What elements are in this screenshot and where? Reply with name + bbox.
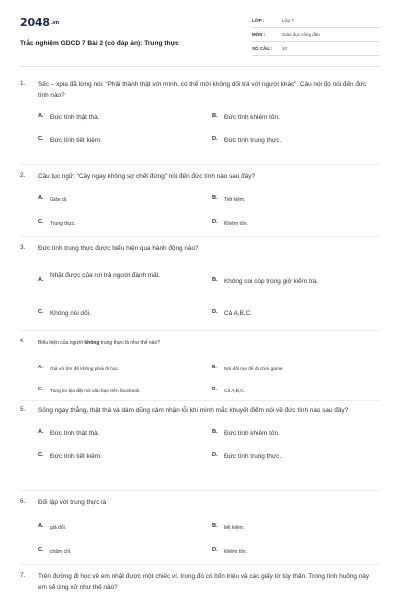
- option-d[interactable]: [212, 219, 248, 229]
- option-c[interactable]: [38, 136, 102, 146]
- option-a[interactable]: [38, 429, 99, 439]
- option-letter: C.: [38, 546, 44, 553]
- option-text: Trung thực.: [50, 220, 76, 227]
- meta-row-count: [252, 42, 380, 56]
- option-letter: D.: [212, 451, 218, 458]
- option-d[interactable]: [212, 309, 252, 319]
- option-letter: D.: [212, 546, 218, 553]
- option-letter: A.: [38, 522, 44, 529]
- option-letter: A.: [38, 364, 43, 370]
- question-number: 5.: [20, 406, 26, 413]
- option-text: Nhặt được của rơi trả người đánh mất.: [50, 271, 161, 279]
- option-text: Cả A,B,C.: [224, 388, 246, 394]
- question-text: Câu tục ngữ: “Cây ngay không sợ chết đứng” nói đến đức tính nào sau đây?: [38, 173, 256, 180]
- question-separator: [20, 330, 380, 331]
- option-letter: D.: [212, 308, 218, 315]
- option-b[interactable]: [212, 113, 280, 123]
- option-b[interactable]: [212, 523, 244, 533]
- question-text: Sống ngay thẳng, thật thà và dám dũng cảm nhận lỗi khi mình mắc khuyết điểm nói về đức tính nào sau đây?: [38, 407, 349, 414]
- question-separator: [20, 490, 380, 491]
- logo-suffix: .vn: [50, 20, 59, 26]
- option-text: Không nói dối.: [50, 309, 91, 317]
- option-text: Đức tính khiêm tốn.: [224, 114, 280, 121]
- option-letter: A.: [38, 194, 44, 201]
- option-a[interactable]: [38, 195, 67, 205]
- option-a[interactable]: [38, 113, 99, 123]
- question-number: 3.: [20, 244, 26, 251]
- question-number: 2.: [20, 172, 26, 179]
- option-text: Cả A,B,C.: [224, 309, 253, 317]
- question-text: [38, 338, 378, 349]
- option-text: Tung tin bịa đặt nói xấu bạn trên facebook.: [50, 388, 141, 394]
- option-letter: D.: [212, 136, 218, 142]
- meta-value: 10: [282, 46, 288, 51]
- option-letter: B.: [212, 522, 218, 529]
- option-text: chăm chỉ.: [50, 548, 72, 555]
- question-7: [20, 572, 380, 593]
- meta-key: LỚP :: [252, 18, 265, 23]
- question-separator: [20, 236, 380, 237]
- option-text: Đức tính thật thà.: [50, 429, 100, 437]
- logo-text: 2048: [20, 16, 50, 29]
- option-letter: B.: [212, 428, 218, 435]
- question-text: Đối lập với trung thực là: [38, 499, 107, 506]
- question-number: 7.: [20, 572, 26, 579]
- question-separator: [20, 564, 380, 565]
- option-b[interactable]: [212, 429, 280, 439]
- question-3: [20, 244, 380, 325]
- option-letter: A.: [38, 113, 44, 119]
- header-divider: [20, 66, 380, 67]
- option-text: Nói dối mẹ để đi chơi game.: [224, 366, 284, 372]
- option-b[interactable]: [212, 365, 284, 375]
- question-text-emphasis: không: [84, 340, 100, 346]
- option-a[interactable]: [38, 271, 188, 283]
- question-1: [20, 80, 380, 151]
- question-text: Đức tính trung thực được biểu hiện qua hành động nào?: [38, 245, 199, 252]
- option-b[interactable]: [212, 195, 245, 205]
- option-letter: C.: [38, 386, 43, 392]
- question-text-part: Biểu hiện của người: [38, 340, 85, 346]
- option-d[interactable]: [212, 136, 281, 146]
- meta-row-grade: [252, 14, 380, 28]
- option-letter: A.: [38, 428, 44, 435]
- option-letter: B.: [212, 364, 217, 370]
- option-c[interactable]: [38, 387, 141, 397]
- option-letter: C.: [38, 308, 44, 315]
- option-letter: D.: [212, 218, 218, 225]
- question-separator: [20, 400, 380, 401]
- question-2: [20, 172, 380, 233]
- option-text: tiết kiệm.: [224, 524, 245, 531]
- page-title: Trắc nghiệm GDCD 7 Bài 2 (có đáp án): Trung thực: [20, 40, 180, 47]
- question-text-part: trung thực là như thế nào?: [99, 340, 161, 346]
- meta-value: Giáo dục công dân: [282, 32, 320, 37]
- option-letter: C.: [38, 218, 44, 225]
- option-b[interactable]: [212, 277, 318, 287]
- option-letter: C.: [38, 451, 44, 458]
- meta-key: SỐ CÂU :: [252, 46, 273, 51]
- option-d[interactable]: [212, 452, 281, 462]
- option-letter: C.: [38, 136, 44, 142]
- option-text: Đức tính trung thực.: [224, 452, 282, 460]
- question-separator: [20, 164, 380, 165]
- option-d[interactable]: [212, 547, 247, 557]
- option-text: Khiêm tốn.: [224, 220, 248, 227]
- option-text: Đức tính trung thực.: [224, 137, 282, 144]
- option-letter: B.: [212, 276, 218, 283]
- meta-table: [252, 14, 380, 56]
- meta-row-subject: [252, 28, 380, 42]
- question-number: 4.: [20, 338, 25, 344]
- option-text: Đức tính tiết kiệm.: [50, 137, 102, 144]
- site-logo[interactable]: [20, 16, 59, 29]
- option-text: Tiết kiệm.: [224, 196, 246, 203]
- meta-value: Lớp 7: [282, 18, 294, 23]
- option-letter: B.: [212, 194, 218, 201]
- option-c[interactable]: [38, 219, 76, 229]
- option-c[interactable]: [38, 452, 102, 462]
- option-text: Đức tính thật thà.: [50, 114, 100, 121]
- meta-key: MÔN :: [252, 32, 266, 37]
- question-5: [20, 406, 380, 467]
- option-letter: B.: [212, 113, 218, 119]
- option-text: Đức tính khiêm tốn.: [224, 429, 280, 437]
- option-d[interactable]: [212, 387, 245, 397]
- document-header: [20, 14, 380, 62]
- question-6: [20, 498, 380, 559]
- option-c[interactable]: [38, 547, 71, 557]
- option-text: Đức tính tiết kiệm.: [50, 452, 102, 460]
- question-number: 1.: [20, 80, 26, 87]
- option-text: Giả vờ ốm để không phải đi học.: [50, 366, 120, 372]
- option-text: Giản dị.: [50, 196, 68, 203]
- option-a[interactable]: [38, 365, 119, 375]
- option-text: Không coi cóp trong giờ kiểm tra.: [224, 277, 319, 285]
- option-text: giả dối.: [50, 524, 67, 531]
- option-text: khiêm tốn.: [224, 548, 248, 555]
- option-letter: D.: [212, 386, 217, 392]
- option-letter: A.: [38, 276, 44, 283]
- option-a[interactable]: [38, 523, 66, 533]
- question-4: [20, 338, 380, 399]
- question-number: 6.: [20, 498, 26, 505]
- question-text: Trên đường đi học về em nhặt được một chiếc ví, trong đó có bốn triệu và các giấy tờ tùy thân. Trong tình huống này em sẽ ứng xử như thế nào?: [38, 573, 370, 591]
- option-c[interactable]: [38, 309, 91, 319]
- question-text: Sếc – xpia đã từng nói: “Phải thành thật với mình, có thể mới không dối trá với người khác”. Câu nói đó nói đến đức tính nào?: [38, 81, 367, 99]
